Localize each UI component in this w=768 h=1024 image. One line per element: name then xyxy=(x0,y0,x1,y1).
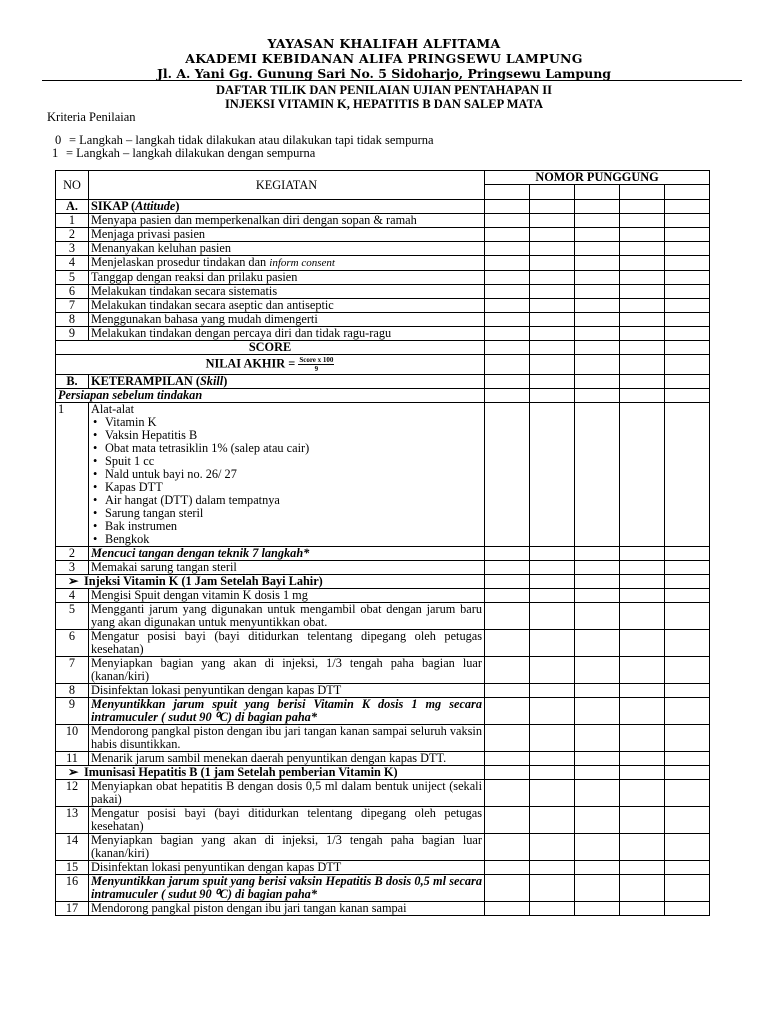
score-cell[interactable] xyxy=(575,389,620,403)
score-cell[interactable] xyxy=(530,561,575,575)
score-cell[interactable] xyxy=(575,200,620,214)
table-header-row xyxy=(56,171,710,185)
score-cell[interactable] xyxy=(665,780,710,807)
score-cell[interactable] xyxy=(485,861,530,875)
document-title-line2: INJEKSI VITAMIN K, HEPATITIS B DAN SALEP MATA xyxy=(224,97,544,111)
tool-item: • Obat mata tetrasiklin 1% (salep atau cair) xyxy=(91,442,482,455)
persiapan-label: Persiapan sebelum tindakan xyxy=(56,389,485,403)
score-cell[interactable] xyxy=(665,313,710,327)
score-cell[interactable] xyxy=(575,228,620,242)
criteria-item-1 xyxy=(52,146,315,161)
row-activity: Menarik jarum sambil menekan daerah penyuntikan dengan kapas DTT. xyxy=(89,752,485,766)
sikap-row xyxy=(56,285,710,299)
row-activity: Melakukan tindakan secara aseptic dan antiseptic xyxy=(89,299,485,313)
tool-item: • Sarung tangan steril xyxy=(91,507,482,520)
row-activity: SIKAP (Attitude) xyxy=(89,200,485,214)
score-cell[interactable] xyxy=(575,780,620,807)
row-number: 9 xyxy=(56,698,89,725)
score-cell[interactable] xyxy=(485,603,530,630)
score-cell[interactable] xyxy=(485,375,530,389)
score-cell[interactable] xyxy=(575,630,620,657)
row-activity: Menggunakan bahasa yang mudah dimengerti xyxy=(89,313,485,327)
vitamin-k-row xyxy=(56,630,710,657)
score-cell[interactable] xyxy=(575,355,620,375)
row-activity: Melakukan tindakan secara sistematis xyxy=(89,285,485,299)
section-b-header xyxy=(56,375,710,389)
vitamin-k-row xyxy=(56,657,710,684)
vitamin-k-row xyxy=(56,684,710,698)
score-cell[interactable] xyxy=(530,752,575,766)
score-cell[interactable] xyxy=(620,698,665,725)
score-cell[interactable] xyxy=(530,228,575,242)
score-cell[interactable] xyxy=(575,725,620,752)
row-number: B. xyxy=(56,375,89,389)
score-cell[interactable] xyxy=(575,575,620,589)
score-cell[interactable] xyxy=(530,603,575,630)
score-cell[interactable] xyxy=(575,299,620,313)
row-number: A. xyxy=(56,200,89,214)
score-cell[interactable] xyxy=(665,807,710,834)
checklist-table xyxy=(55,170,710,916)
header-no: NO xyxy=(56,171,89,200)
score-cell[interactable] xyxy=(620,271,665,285)
score-cell[interactable] xyxy=(485,327,530,341)
header-divider xyxy=(42,80,742,81)
score-cell[interactable] xyxy=(620,561,665,575)
score-cell[interactable] xyxy=(575,256,620,271)
score-cell[interactable] xyxy=(485,630,530,657)
score-cell[interactable] xyxy=(575,271,620,285)
score-cell[interactable] xyxy=(530,242,575,256)
score-cell[interactable] xyxy=(530,200,575,214)
hepatitis-b-row xyxy=(56,834,710,861)
score-cell[interactable] xyxy=(665,561,710,575)
score-cell[interactable] xyxy=(665,725,710,752)
score-cell[interactable] xyxy=(575,561,620,575)
score-cell[interactable] xyxy=(485,780,530,807)
score-cell[interactable] xyxy=(485,561,530,575)
score-cell[interactable] xyxy=(620,375,665,389)
score-cell[interactable] xyxy=(665,355,710,375)
score-cell[interactable] xyxy=(665,861,710,875)
score-cell[interactable] xyxy=(485,256,530,271)
vitamin-k-row xyxy=(56,698,710,725)
criteria-text: = Langkah – langkah tidak dilakukan atau dilakukan tapi tidak sempurna xyxy=(69,133,434,147)
row-activity: Melakukan tindakan dengan percaya diri dan tidak ragu-ragu xyxy=(89,327,485,341)
score-cell[interactable] xyxy=(485,766,530,780)
score-cell[interactable] xyxy=(620,547,665,561)
score-cell[interactable] xyxy=(620,355,665,375)
score-cell[interactable] xyxy=(530,185,575,200)
score-cell[interactable] xyxy=(665,834,710,861)
score-cell[interactable] xyxy=(620,256,665,271)
score-cell[interactable] xyxy=(620,834,665,861)
score-cell[interactable] xyxy=(530,630,575,657)
score-cell[interactable] xyxy=(575,657,620,684)
score-cell[interactable] xyxy=(620,313,665,327)
score-cell[interactable] xyxy=(665,341,710,355)
academy-address: Jl. A. Yani Gg. Gunung Sari No. 5 Sidoharjo, Pringsewu Lampung xyxy=(156,66,612,81)
score-cell[interactable] xyxy=(530,589,575,603)
score-cell[interactable] xyxy=(530,657,575,684)
score-cell[interactable] xyxy=(665,630,710,657)
sikap-row xyxy=(56,228,710,242)
score-cell[interactable] xyxy=(485,185,530,200)
score-cell[interactable] xyxy=(620,657,665,684)
score-cell[interactable] xyxy=(620,603,665,630)
score-cell[interactable] xyxy=(530,766,575,780)
score-cell[interactable] xyxy=(665,242,710,256)
row-number: 7 xyxy=(56,299,89,313)
row-number: 13 xyxy=(56,807,89,834)
header-nomor-punggung: NOMOR PUNGGUNG xyxy=(485,171,710,185)
skill-row xyxy=(56,561,710,575)
row-number: 3 xyxy=(56,561,89,575)
score-cell[interactable] xyxy=(485,657,530,684)
score-cell[interactable] xyxy=(530,214,575,228)
score-cell[interactable] xyxy=(620,341,665,355)
score-cell[interactable] xyxy=(575,214,620,228)
score-cell[interactable] xyxy=(665,327,710,341)
criteria-number: 1 xyxy=(52,146,59,160)
score-cell[interactable] xyxy=(530,375,575,389)
score-cell[interactable] xyxy=(575,375,620,389)
score-cell[interactable] xyxy=(575,403,620,547)
row-number: 3 xyxy=(56,242,89,256)
row-activity: Menyuntikkan jarum spuit yang berisi Vitamin K dosis 1 mg secara intramuculer ( sudut 90 ⁰C) di bagian paha* xyxy=(89,698,485,725)
subsection-title: ➢ Imunisasi Hepatitis B (1 jam Setelah pemberian Vitamin K) xyxy=(56,766,485,780)
score-cell[interactable] xyxy=(530,861,575,875)
row-activity: Tanggap dengan reaksi dan prilaku pasien xyxy=(89,271,485,285)
score-cell[interactable] xyxy=(665,547,710,561)
row-number: 10 xyxy=(56,725,89,752)
score-cell[interactable] xyxy=(575,861,620,875)
tool-item: • Nald untuk bayi no. 26/ 27 xyxy=(91,468,482,481)
score-cell[interactable] xyxy=(485,684,530,698)
row-number: 8 xyxy=(56,313,89,327)
row-activity: Mengganti jarum yang digunakan untuk mengambil obat dengan jarum baru yang akan digunakan untuk menyuntikkan obat. xyxy=(89,603,485,630)
hepatitis-b-row xyxy=(56,780,710,807)
row-number: 9 xyxy=(56,327,89,341)
row-number: 4 xyxy=(56,589,89,603)
score-cell[interactable] xyxy=(530,547,575,561)
score-cell[interactable] xyxy=(485,752,530,766)
nilai-akhir-formula: $\frac{\text{Score x 100}}{9}$ xyxy=(299,356,334,373)
row-number: 16 xyxy=(56,875,89,902)
row-activity: Menyiapkan obat hepatitis B dengan dosis 0,5 ml dalam bentuk uniject (sekali pakai) xyxy=(89,780,485,807)
score-cell[interactable] xyxy=(665,256,710,271)
tool-item: • Bengkok xyxy=(91,533,482,546)
row-number: 8 xyxy=(56,684,89,698)
score-cell[interactable] xyxy=(575,766,620,780)
section-a-header xyxy=(56,200,710,214)
row-number: 15 xyxy=(56,861,89,875)
score-cell[interactable] xyxy=(665,299,710,313)
score-cell[interactable] xyxy=(620,575,665,589)
row-number: 2 xyxy=(56,547,89,561)
score-cell[interactable] xyxy=(620,589,665,603)
vitamin-k-row xyxy=(56,603,710,630)
hepatitis-b-row xyxy=(56,807,710,834)
tool-item: • Kapas DTT xyxy=(91,481,482,494)
score-cell[interactable] xyxy=(530,807,575,834)
hepatitis-b-row xyxy=(56,875,710,902)
score-cell[interactable] xyxy=(530,313,575,327)
score-cell[interactable] xyxy=(575,313,620,327)
criteria-number: 0 xyxy=(55,133,62,147)
vitamin-k-row xyxy=(56,752,710,766)
score-cell[interactable] xyxy=(485,271,530,285)
row-number: 4 xyxy=(56,256,89,271)
vitamin-k-header xyxy=(56,575,710,589)
score-cell[interactable] xyxy=(575,684,620,698)
score-cell[interactable] xyxy=(530,875,575,902)
tool-item: • Air hangat (DTT) dalam tempatnya xyxy=(91,494,482,507)
score-cell[interactable] xyxy=(575,698,620,725)
score-cell[interactable] xyxy=(530,271,575,285)
score-cell[interactable] xyxy=(530,834,575,861)
row-number: 6 xyxy=(56,285,89,299)
score-cell[interactable] xyxy=(665,902,710,916)
score-cell[interactable] xyxy=(485,698,530,725)
score-cell[interactable] xyxy=(575,807,620,834)
score-cell[interactable] xyxy=(665,285,710,299)
score-cell[interactable] xyxy=(485,228,530,242)
row-number: 11 xyxy=(56,752,89,766)
row-activity: Menjaga privasi pasien xyxy=(89,228,485,242)
score-cell[interactable] xyxy=(620,902,665,916)
score-cell[interactable] xyxy=(530,355,575,375)
score-cell[interactable] xyxy=(665,271,710,285)
score-cell[interactable] xyxy=(620,299,665,313)
score-cell[interactable] xyxy=(620,766,665,780)
score-cell[interactable] xyxy=(530,575,575,589)
score-cell[interactable] xyxy=(530,327,575,341)
score-cell[interactable] xyxy=(665,403,710,547)
score-cell[interactable] xyxy=(575,341,620,355)
score-cell[interactable] xyxy=(620,403,665,547)
tool-item: • Bak instrumen xyxy=(91,520,482,533)
tool-item: • Spuit 1 cc xyxy=(91,455,482,468)
skill-row xyxy=(56,547,710,561)
score-cell[interactable] xyxy=(665,575,710,589)
tool-item: • Vaksin Hepatitis B xyxy=(91,429,482,442)
vitamin-k-row xyxy=(56,589,710,603)
score-cell[interactable] xyxy=(665,375,710,389)
score-cell[interactable] xyxy=(620,285,665,299)
nilai-akhir-label: NILAI AKHIR = $\frac{\text{Score x 100}}{9}$ xyxy=(56,355,485,375)
score-cell[interactable] xyxy=(575,589,620,603)
row-number: 1 xyxy=(56,214,89,228)
score-cell[interactable] xyxy=(530,403,575,547)
row-number: 7 xyxy=(56,657,89,684)
score-cell[interactable] xyxy=(530,780,575,807)
score-label: SCORE xyxy=(56,341,485,355)
score-cell[interactable] xyxy=(485,403,530,547)
score-cell[interactable] xyxy=(620,725,665,752)
row-activity: Mengatur posisi bayi (bayi ditidurkan telentang dipegang oleh petugas kesehatan) xyxy=(89,807,485,834)
sikap-row xyxy=(56,214,710,228)
sikap-row xyxy=(56,299,710,313)
row-activity: Menyuntikkan jarum spuit yang berisi vaksin Hepatitis B dosis 0,5 ml secara intramuculer ( sudut 90 ⁰C) di bagian paha* xyxy=(89,875,485,902)
sikap-row xyxy=(56,256,710,271)
score-cell[interactable] xyxy=(620,630,665,657)
score-cell[interactable] xyxy=(665,389,710,403)
score-cell[interactable] xyxy=(485,807,530,834)
score-cell[interactable] xyxy=(620,242,665,256)
hepatitis-b-header xyxy=(56,766,710,780)
score-cell[interactable] xyxy=(485,389,530,403)
score-cell[interactable] xyxy=(485,547,530,561)
score-cell[interactable] xyxy=(575,327,620,341)
score-row xyxy=(56,341,710,355)
score-cell[interactable] xyxy=(575,185,620,200)
sikap-row xyxy=(56,327,710,341)
score-cell[interactable] xyxy=(485,575,530,589)
row-activity: Mendorong pangkal piston dengan ibu jari tangan kanan sampai xyxy=(89,902,485,916)
score-cell[interactable] xyxy=(620,752,665,766)
row-activity: Mencuci tangan dengan teknik 7 langkah* xyxy=(89,547,485,561)
score-cell[interactable] xyxy=(665,657,710,684)
row-activity: Memakai sarung tangan steril xyxy=(89,561,485,575)
score-cell[interactable] xyxy=(665,698,710,725)
score-cell[interactable] xyxy=(530,698,575,725)
score-cell[interactable] xyxy=(665,752,710,766)
score-cell[interactable] xyxy=(620,861,665,875)
score-cell[interactable] xyxy=(620,185,665,200)
score-cell[interactable] xyxy=(485,725,530,752)
row-activity: Mendorong pangkal piston dengan ibu jari tangan kanan sampai seluruh vaksin habis disuntikkan. xyxy=(89,725,485,752)
score-cell[interactable] xyxy=(485,313,530,327)
score-cell[interactable] xyxy=(485,214,530,228)
row-activity: Menanyakan keluhan pasien xyxy=(89,242,485,256)
score-cell[interactable] xyxy=(485,902,530,916)
score-cell[interactable] xyxy=(485,834,530,861)
score-cell[interactable] xyxy=(575,875,620,902)
score-cell[interactable] xyxy=(530,725,575,752)
score-cell[interactable] xyxy=(665,603,710,630)
score-cell[interactable] xyxy=(530,256,575,271)
row-number: 2 xyxy=(56,228,89,242)
score-cell[interactable] xyxy=(530,299,575,313)
document-title-line1: DAFTAR TILIK DAN PENILAIAN UJIAN PENTAHAPAN II xyxy=(216,83,552,97)
row-number: 5 xyxy=(56,271,89,285)
row-activity: Disinfektan lokasi penyuntikan dengan kapas DTT xyxy=(89,684,485,698)
row-activity: Menyiapkan bagian yang akan di injeksi, 1/3 tengah paha bagian luar (kanan/kiri) xyxy=(89,657,485,684)
score-cell[interactable] xyxy=(620,875,665,902)
score-cell[interactable] xyxy=(620,807,665,834)
score-cell[interactable] xyxy=(485,285,530,299)
score-cell[interactable] xyxy=(665,766,710,780)
score-cell[interactable] xyxy=(665,589,710,603)
row-activity: Menyapa pasien dan memperkenalkan diri dengan sopan & ramah xyxy=(89,214,485,228)
score-cell[interactable] xyxy=(530,684,575,698)
score-cell[interactable] xyxy=(620,228,665,242)
nilai-akhir-row xyxy=(56,355,710,375)
score-cell[interactable] xyxy=(575,242,620,256)
hepatitis-b-row xyxy=(56,861,710,875)
persiapan-row xyxy=(56,389,710,403)
score-cell[interactable] xyxy=(575,547,620,561)
subsection-title: ➢ Injeksi Vitamin K (1 Jam Setelah Bayi Lahir) xyxy=(56,575,485,589)
criteria-label: Kriteria Penilaian xyxy=(47,110,136,124)
score-cell[interactable] xyxy=(665,185,710,200)
score-cell[interactable] xyxy=(530,341,575,355)
score-cell[interactable] xyxy=(620,684,665,698)
row-number: 17 xyxy=(56,902,89,916)
row-activity: Menyiapkan bagian yang akan di injeksi, 1/3 tengah paha bagian luar (kanan/kiri) xyxy=(89,834,485,861)
criteria-text: = Langkah – langkah dilakukan dengan sempurna xyxy=(66,146,316,160)
score-cell[interactable] xyxy=(485,242,530,256)
score-cell[interactable] xyxy=(485,589,530,603)
row-activity: Disinfektan lokasi penyuntikan dengan kapas DTT xyxy=(89,861,485,875)
foundation-name: YAYASAN KHALIFAH ALFITAMA xyxy=(267,36,501,51)
score-cell[interactable] xyxy=(485,299,530,313)
score-cell[interactable] xyxy=(665,684,710,698)
alat-row xyxy=(56,403,710,547)
row-number: 12 xyxy=(56,780,89,807)
score-cell[interactable] xyxy=(485,200,530,214)
score-cell[interactable] xyxy=(620,327,665,341)
header-kegiatan: KEGIATAN xyxy=(89,171,485,200)
score-cell[interactable] xyxy=(620,780,665,807)
row-activity: Alat-alat • Vitamin K • Vaksin Hepatitis B • Obat mata tetrasiklin 1% (salep atau cair) • Spuit 1 cc • Nald untuk bayi no. 26/ 27 • Kapas DTT • Air hangat (DTT) dalam tempatnya • Sarung tangan steril • Bak instrumen • Bengkok xyxy=(89,403,485,547)
row-activity: KETERAMPILAN (Skill) xyxy=(89,375,485,389)
score-cell[interactable] xyxy=(665,214,710,228)
score-cell[interactable] xyxy=(485,341,530,355)
score-cell[interactable] xyxy=(485,875,530,902)
sikap-row xyxy=(56,271,710,285)
row-number: 5 xyxy=(56,603,89,630)
score-cell[interactable] xyxy=(665,228,710,242)
academy-name: AKADEMI KEBIDANAN ALIFA PRINGSEWU LAMPUNG xyxy=(185,51,583,66)
hepatitis-b-row xyxy=(56,902,710,916)
score-cell[interactable] xyxy=(485,355,530,375)
score-cell[interactable] xyxy=(575,902,620,916)
score-cell[interactable] xyxy=(620,200,665,214)
score-cell[interactable] xyxy=(575,285,620,299)
row-number: 14 xyxy=(56,834,89,861)
score-cell[interactable] xyxy=(575,752,620,766)
row-activity: Mengisi Spuit dengan vitamin K dosis 1 mg xyxy=(89,589,485,603)
row-activity: Menjelaskan prosedur tindakan dan inform consent xyxy=(89,256,485,271)
vitamin-k-row xyxy=(56,725,710,752)
score-cell[interactable] xyxy=(620,389,665,403)
row-number: 1 xyxy=(56,403,89,547)
score-cell[interactable] xyxy=(575,834,620,861)
score-cell[interactable] xyxy=(530,285,575,299)
sikap-row xyxy=(56,313,710,327)
score-cell[interactable] xyxy=(530,389,575,403)
tool-list xyxy=(91,416,482,546)
score-cell[interactable] xyxy=(665,200,710,214)
tool-item: • Vitamin K xyxy=(91,416,482,429)
score-cell[interactable] xyxy=(575,603,620,630)
score-cell[interactable] xyxy=(530,902,575,916)
score-cell[interactable] xyxy=(665,875,710,902)
sikap-row xyxy=(56,242,710,256)
row-activity: Mengatur posisi bayi (bayi ditidurkan telentang dipegang oleh petugas kesehatan) xyxy=(89,630,485,657)
row-number: 6 xyxy=(56,630,89,657)
score-cell[interactable] xyxy=(620,214,665,228)
